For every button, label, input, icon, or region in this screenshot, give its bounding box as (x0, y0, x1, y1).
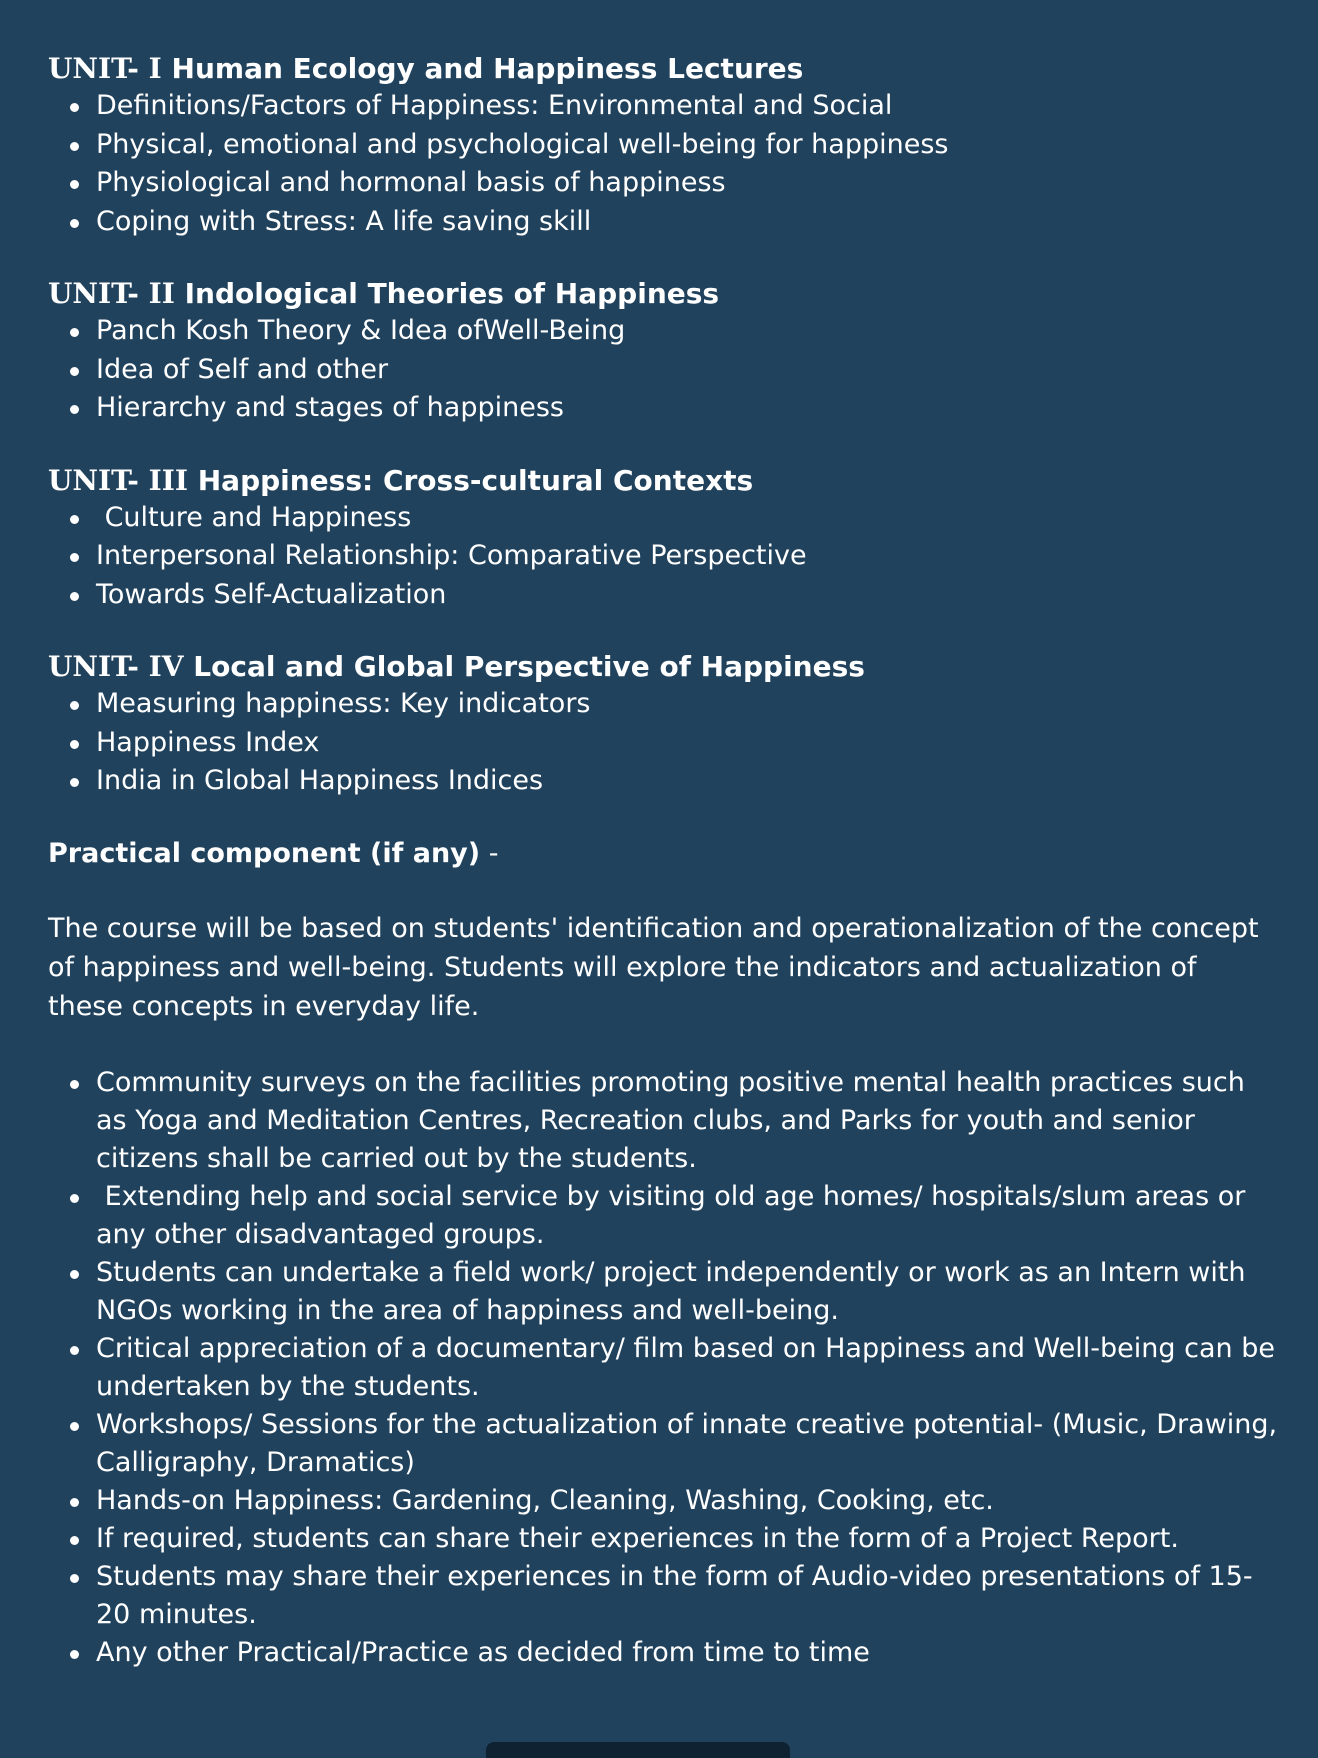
bullet-icon (70, 367, 79, 376)
bullet-icon (70, 1422, 79, 1431)
bullet-icon (70, 1346, 79, 1355)
unit-3-label: UNIT- III (48, 463, 188, 497)
bullet-icon (70, 405, 79, 414)
list-item: Definitions/Factors of Happiness: Environmental and Social (48, 87, 1278, 126)
unit-4-section (48, 650, 1278, 801)
bullet-icon (70, 328, 79, 337)
unit-2-heading (48, 277, 1278, 311)
bullet-icon (70, 740, 79, 749)
bullet-icon (70, 515, 79, 524)
list-item: Critical appreciation of a documentary/ film based on Happiness and Well-being can be undertaken by the students. (48, 1330, 1278, 1406)
list-item: Physical, emotional and psychological well-being for happiness (48, 126, 1278, 165)
unit-2-title: Indological Theories of Happiness (184, 277, 720, 310)
list-item: Interpersonal Relationship: Comparative Perspective (48, 537, 1278, 576)
practical-activity-list (48, 1064, 1278, 1672)
unit-2-section (48, 277, 1278, 428)
unit-1-topic-list (48, 87, 1278, 241)
bullet-icon (70, 1650, 79, 1659)
practical-title: Practical component (if any) (48, 837, 481, 869)
bullet-icon (70, 553, 79, 562)
unit-1-label: UNIT- I (48, 52, 162, 85)
bullet-icon (70, 219, 79, 228)
practical-intro: The course will be based on students' identification and operationalization of the concept of happiness and well-being. Students will explore the indicators and actualization of these concepts in everyday life. (48, 912, 1259, 1022)
bullet-icon (70, 1498, 79, 1507)
practical-heading (48, 837, 1278, 871)
list-item: Hands-on Happiness: Gardening, Cleaning, Washing, Cooking, etc. (48, 1482, 1278, 1520)
unit-4-heading (48, 650, 1278, 684)
list-item: Towards Self-Actualization (48, 576, 1278, 615)
bullet-icon (70, 1536, 79, 1545)
bottom-tab-handle[interactable] (486, 1742, 790, 1758)
bullet-icon (70, 1080, 79, 1089)
bullet-icon (70, 701, 79, 710)
list-item: Students can undertake a field work/ project independently or work as an Intern with NGOs working in the area of happiness and well-being. (48, 1254, 1278, 1330)
list-item: Panch Kosh Theory & Idea ofWell-Being (48, 312, 1278, 351)
bullet-icon (70, 1574, 79, 1583)
practical-dash: - (480, 837, 499, 869)
list-item: Any other Practical/Practice as decided from time to time (48, 1634, 1278, 1672)
list-item: Community surveys on the facilities promoting positive mental health practices such as Yoga and Meditation Centres, Recreation clubs, and Parks for youth and senior citizens shall be carried out by the students. (48, 1064, 1278, 1178)
unit-4-label: UNIT- IV (48, 650, 184, 683)
syllabus-document (48, 52, 1278, 1672)
list-item: Physiological and hormonal basis of happiness (48, 164, 1278, 203)
bullet-icon (70, 180, 79, 189)
unit-1-heading (48, 52, 1278, 86)
list-item: Idea of Self and other (48, 351, 1278, 390)
unit-3-title: Happiness: Cross-cultural Contexts (197, 463, 754, 497)
list-item: Measuring happiness: Key indicators (48, 685, 1278, 724)
unit-2-topic-list (48, 312, 1278, 428)
list-item: Hierarchy and stages of happiness (48, 389, 1278, 428)
list-item: Students may share their experiences in the form of Audio-video presentations of 15-20 minutes. (48, 1558, 1278, 1634)
unit-1-section (48, 52, 1278, 241)
bullet-icon (70, 103, 79, 112)
bullet-icon (70, 592, 79, 601)
practical-section (48, 837, 1278, 1672)
bullet-icon (70, 1270, 79, 1279)
unit-3-topic-list (48, 499, 1278, 615)
bullet-icon (70, 778, 79, 787)
unit-3-section (48, 464, 1278, 615)
list-item: Happiness Index (48, 724, 1278, 763)
unit-4-title: Local and Global Perspective of Happiness (193, 650, 865, 683)
list-item: India in Global Happiness Indices (48, 762, 1278, 801)
bullet-icon (70, 1194, 79, 1203)
unit-3-heading (48, 464, 1278, 498)
list-item: If required, students can share their experiences in the form of a Project Report. (48, 1520, 1278, 1558)
list-item: Culture and Happiness (48, 499, 1278, 538)
unit-4-topic-list (48, 685, 1278, 801)
list-item: Coping with Stress: A life saving skill (48, 203, 1278, 242)
list-item: Extending help and social service by visiting old age homes/ hospitals/slum areas or any other disadvantaged groups. (48, 1178, 1278, 1254)
unit-2-label: UNIT- II (48, 277, 175, 310)
bullet-icon (70, 142, 79, 151)
list-item: Workshops/ Sessions for the actualization of innate creative potential- (Music, Drawing, Calligraphy, Dramatics) (48, 1406, 1278, 1482)
unit-1-title: Human Ecology and Happiness Lectures (171, 52, 804, 85)
